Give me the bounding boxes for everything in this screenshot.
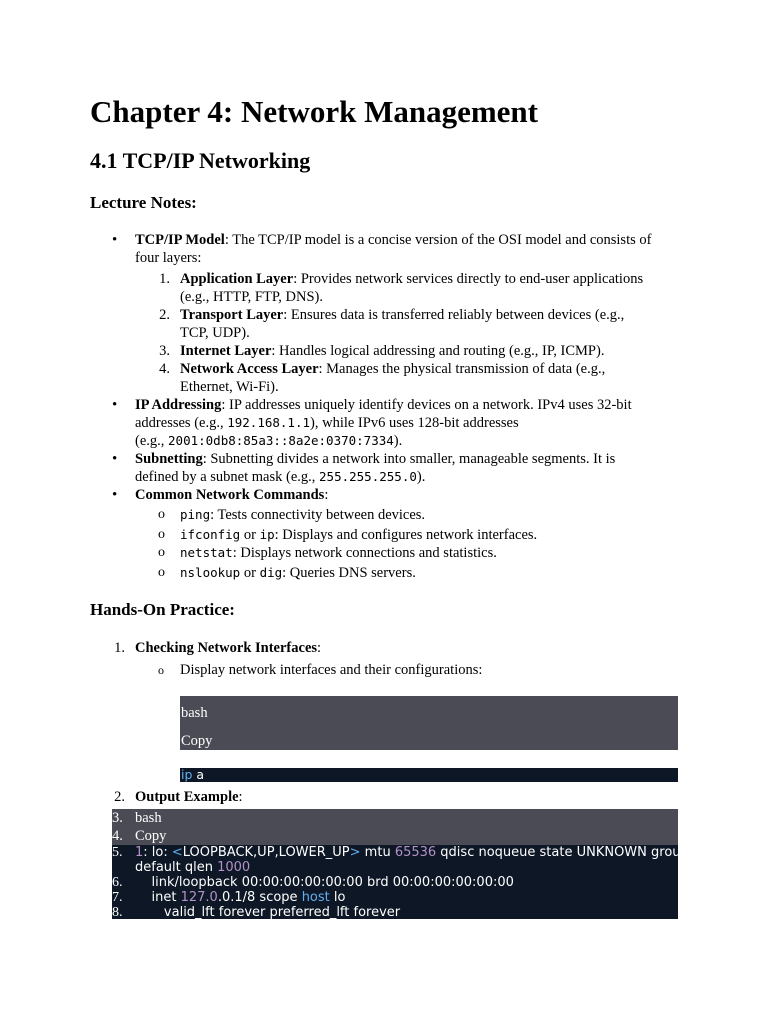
code-text: a bbox=[192, 767, 205, 782]
lecture-notes-heading: Lecture Notes: bbox=[90, 193, 197, 212]
layer-item-application bbox=[180, 270, 643, 288]
layer-desc-cont: Ethernet, Wi-Fi). bbox=[180, 379, 279, 395]
command-item-nslookup bbox=[180, 564, 416, 582]
ip-addressing-term: IP Addressing bbox=[135, 397, 222, 413]
bullet-icon: • bbox=[112, 487, 118, 503]
code-number: 127.0 bbox=[180, 890, 218, 905]
step-output-example bbox=[135, 788, 243, 806]
bullet-icon: • bbox=[112, 451, 118, 467]
layer-desc-cont: (e.g., HTTP, FTP, DNS). bbox=[180, 289, 323, 305]
code-number: 65536 bbox=[394, 845, 437, 860]
ip-addressing-line2 bbox=[135, 414, 519, 432]
output-header-bar bbox=[112, 809, 678, 845]
code-text: LOOPBACK,UP,LOWER_UP bbox=[182, 845, 350, 860]
code-language-label: bash bbox=[135, 810, 162, 826]
subnetting-line2 bbox=[135, 468, 425, 486]
subnet-mask-example: 255.255.255.0 bbox=[319, 469, 417, 484]
command-code: netstat bbox=[180, 545, 233, 560]
code-number: 1000 bbox=[217, 860, 251, 875]
layer-item-transport bbox=[180, 306, 624, 324]
copy-button[interactable]: Copy bbox=[181, 733, 213, 749]
layer-number: 1. bbox=[159, 271, 170, 287]
subnetting-term: Subnetting bbox=[135, 451, 203, 467]
command-desc: : Displays and configures network interfaces. bbox=[274, 527, 538, 543]
layer-desc: : Manages the physical transmission of data (e.g., bbox=[318, 361, 606, 377]
line-number: 6. bbox=[112, 875, 123, 890]
text: (e.g., bbox=[135, 433, 169, 449]
output-line-text bbox=[135, 860, 250, 875]
code-text: lo bbox=[329, 890, 346, 905]
tcpip-model-text: : The TCP/IP model is a concise version of the OSI model and consists of bbox=[224, 232, 652, 248]
text: or bbox=[240, 527, 260, 543]
command-desc: : Displays network connections and statistics. bbox=[232, 545, 497, 561]
layer-desc: : Handles logical addressing and routing (e.g., IP, ICMP). bbox=[271, 343, 605, 359]
commands-item bbox=[135, 486, 328, 504]
layer-term: Network Access Layer bbox=[180, 361, 319, 377]
ip-addressing-text: : IP addresses uniquely identify devices on a network. IPv4 uses 32-bit bbox=[221, 397, 632, 413]
code-keyword: host bbox=[301, 890, 330, 905]
commands-term: Common Network Commands bbox=[135, 487, 325, 503]
text: : bbox=[324, 487, 329, 503]
tcpip-model-text-cont: four layers: bbox=[135, 250, 202, 266]
layer-desc: : Provides network services directly to end-user applications bbox=[293, 271, 644, 287]
command-item-ifconfig bbox=[180, 526, 537, 544]
code-text: mtu bbox=[360, 845, 395, 860]
code-number: 1 bbox=[135, 845, 144, 860]
layer-term: Application Layer bbox=[180, 271, 294, 287]
output-line-text: valid_lft forever preferred_lft forever bbox=[135, 905, 401, 920]
tcpip-model-item bbox=[135, 231, 651, 249]
text: defined by a subnet mask (e.g., bbox=[135, 469, 320, 485]
tcpip-model-term: TCP/IP Model bbox=[135, 232, 225, 248]
output-line-text: link/loopback 00:00:00:00:00:00 brd 00:00:00:00:00:00 bbox=[135, 875, 514, 890]
command-item-netstat bbox=[180, 544, 497, 562]
circle-bullet-icon: o bbox=[158, 545, 165, 560]
command-desc: : Queries DNS servers. bbox=[282, 565, 416, 581]
layer-number: 4. bbox=[159, 361, 170, 377]
step-number: 1. bbox=[114, 640, 125, 656]
code-text: default qlen bbox=[135, 860, 218, 875]
circle-bullet-icon: o bbox=[158, 527, 165, 542]
bullet-icon: • bbox=[112, 232, 118, 248]
layer-number: 3. bbox=[159, 343, 170, 359]
chapter-title: Chapter 4: Network Management bbox=[90, 94, 538, 129]
line-number: 8. bbox=[112, 905, 123, 920]
code-block bbox=[180, 768, 678, 782]
text: ). bbox=[393, 433, 403, 449]
hands-on-heading: Hands-On Practice: bbox=[90, 600, 235, 619]
command-item-ping bbox=[180, 506, 425, 524]
bullet-icon: • bbox=[112, 397, 118, 413]
layer-item-network-access bbox=[180, 360, 605, 378]
line-number: 5. bbox=[112, 845, 123, 860]
command-code: dig bbox=[259, 565, 283, 580]
code-keyword: ip bbox=[181, 767, 193, 782]
code-language-label: bash bbox=[181, 705, 208, 721]
step-number: 2. bbox=[114, 789, 125, 805]
layer-number: 2. bbox=[159, 307, 170, 323]
code-text: .0.1/8 scope bbox=[217, 890, 302, 905]
ipv4-example: 192.168.1.1 bbox=[227, 415, 311, 430]
circle-bullet-icon: o bbox=[158, 507, 165, 522]
circle-bullet-icon: o bbox=[158, 565, 165, 580]
line-number: 7. bbox=[112, 890, 123, 905]
layer-term: Transport Layer bbox=[180, 307, 284, 323]
step-term: Output Example bbox=[135, 789, 239, 805]
text: ). bbox=[416, 469, 426, 485]
code-punct: < bbox=[171, 845, 183, 860]
code-text: : lo: bbox=[143, 845, 172, 860]
subnetting-text: : Subnetting divides a network into smaller, manageable segments. It is bbox=[202, 451, 616, 467]
code-header-bar bbox=[180, 696, 678, 750]
layer-term: Internet Layer bbox=[180, 343, 272, 359]
command-code: ping bbox=[180, 507, 211, 522]
subnetting-item bbox=[135, 450, 615, 468]
output-line-text bbox=[135, 890, 345, 905]
code-text: inet bbox=[135, 890, 181, 905]
code-text: qdisc noqueue state UNKNOWN group bbox=[436, 845, 689, 860]
section-title: 4.1 TCP/IP Networking bbox=[90, 148, 311, 173]
copy-button[interactable]: Copy bbox=[135, 828, 167, 844]
step-sub-text: Display network interfaces and their configurations: bbox=[180, 662, 483, 678]
text: ), while IPv6 uses 128-bit addresses bbox=[310, 415, 519, 431]
text: addresses (e.g., bbox=[135, 415, 228, 431]
output-line-text bbox=[135, 845, 689, 860]
circle-bullet-icon: o bbox=[158, 663, 164, 677]
code-line bbox=[181, 768, 204, 782]
layer-desc-cont: TCP, UDP). bbox=[180, 325, 250, 341]
line-number: 3. bbox=[112, 810, 123, 826]
command-code: ifconfig bbox=[180, 527, 241, 542]
command-code: nslookup bbox=[180, 565, 241, 580]
step-checking-interfaces bbox=[135, 639, 321, 657]
layer-desc: : Ensures data is transferred reliably between devices (e.g., bbox=[283, 307, 625, 323]
ipv6-example: 2001:0db8:85a3::8a2e:0370:7334 bbox=[168, 433, 394, 448]
code-punct: > bbox=[349, 845, 361, 860]
layer-item-internet bbox=[180, 342, 604, 360]
line-number: 4. bbox=[112, 828, 123, 844]
command-code: ip bbox=[259, 527, 275, 542]
text: : bbox=[317, 640, 322, 656]
step-term: Checking Network Interfaces bbox=[135, 640, 318, 656]
ip-addressing-item bbox=[135, 396, 632, 414]
ip-addressing-line3 bbox=[135, 432, 402, 450]
output-body bbox=[112, 845, 689, 920]
text: or bbox=[240, 565, 260, 581]
command-desc: : Tests connectivity between devices. bbox=[210, 507, 426, 523]
text: : bbox=[238, 789, 243, 805]
